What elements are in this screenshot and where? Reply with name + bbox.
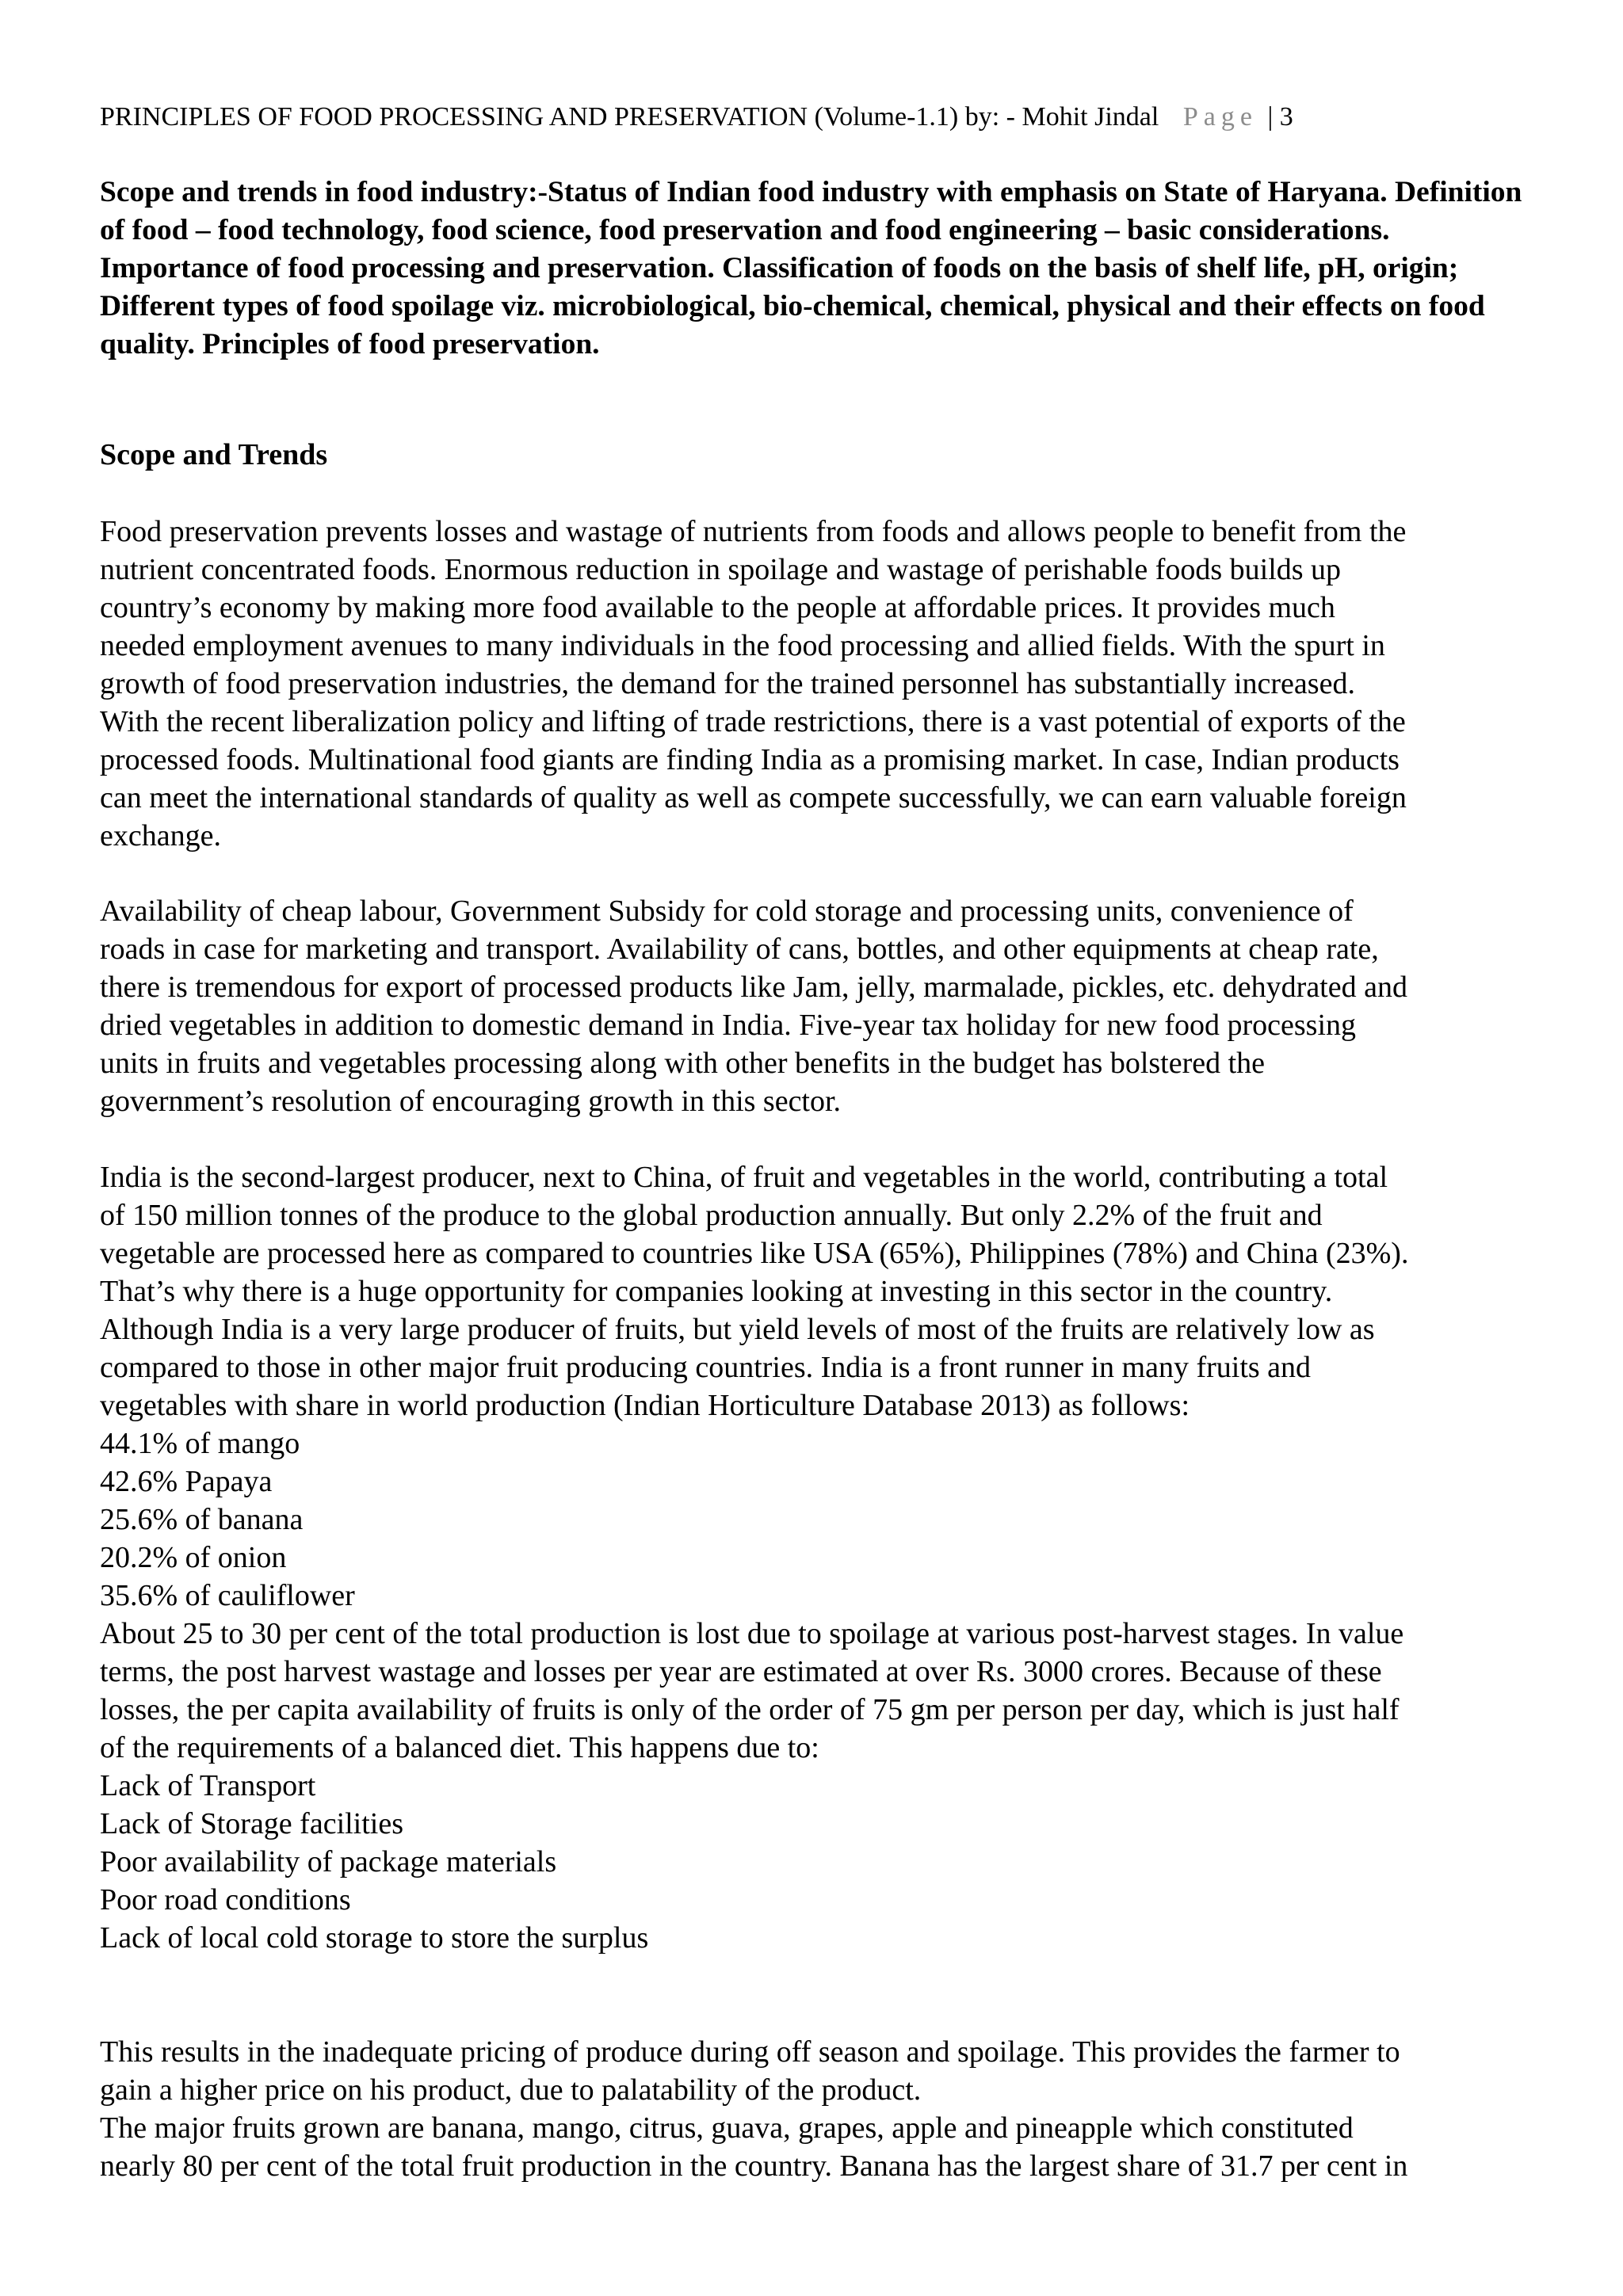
text-line: of 150 million tonnes of the produce to the global production annually. But only 2.2% of the fruit and	[100, 1199, 1323, 1232]
text-line: nutrient concentrated foods. Enormous reduction in spoilage and wastage of perishable foods builds up	[100, 553, 1342, 586]
text-line: of the requirements of a balanced diet. This happens due to:	[100, 1731, 819, 1764]
text-line: roads in case for marketing and transport. Availability of cans, bottles, and other equipments at cheap rate,	[100, 933, 1379, 966]
text-line: nearly 80 per cent of the total fruit production in the country. Banana has the largest share of 31.7 per cent in	[100, 2149, 1408, 2183]
text-line: That’s why there is a huge opportunity for companies looking at investing in this sector in the country.	[100, 1275, 1333, 1308]
running-header	[100, 98, 1293, 136]
text-line: terms, the post harvest wastage and losses per year are estimated at over Rs. 3000 crores. Because of these	[100, 1655, 1382, 1688]
text-line: growth of food preservation industries, the demand for the trained personnel has substantially increased.	[100, 667, 1355, 700]
paragraph-scope	[100, 513, 1538, 855]
cause-list-item: Lack of Transport	[100, 1769, 316, 1802]
section-heading: Scope and Trends	[100, 438, 328, 471]
share-list-item: 44.1% of mango	[100, 1427, 300, 1460]
cause-list-item: Poor availability of package materials	[100, 1845, 557, 1878]
cause-list-item: Lack of local cold storage to store the surplus	[100, 1921, 649, 1955]
text-line: Although India is a very large producer of fruits, but yield levels of most of the fruits are relatively low as	[100, 1313, 1375, 1346]
cause-list-item: Poor road conditions	[100, 1883, 351, 1917]
text-line: gain a higher price on his product, due to palatability of the product.	[100, 2073, 922, 2107]
text-line: exchange.	[100, 819, 221, 852]
text-line: India is the second-largest producer, next to China, of fruit and vegetables in the world, contributing a total	[100, 1161, 1388, 1194]
text-line: losses, the per capita availability of fruits is only of the order of 75 gm per person per day, which is just half	[100, 1693, 1400, 1726]
text-line: units in fruits and vegetables processing along with other benefits in the budget has bolstered the	[100, 1047, 1266, 1080]
header-title: PRINCIPLES OF FOOD PROCESSING AND PRESERVATION (Volume-1.1) by: - Mohit Jindal	[100, 102, 1159, 132]
header-page-label: Page	[1182, 102, 1258, 132]
text-line: Food preservation prevents losses and wastage of nutrients from foods and allows people to benefit from the	[100, 515, 1407, 548]
share-list-item: 35.6% of cauliflower	[100, 1579, 355, 1612]
cause-list-item: Lack of Storage facilities	[100, 1807, 404, 1840]
text-line: can meet the international standards of quality as well as compete successfully, we can earn valuable foreign	[100, 781, 1407, 814]
text-line: processed foods. Multinational food giants are finding India as a promising market. In case, Indian products	[100, 743, 1400, 776]
text-line: needed employment avenues to many individuals in the food processing and allied fields. With the spurt in	[100, 629, 1385, 662]
share-list-item: 25.6% of banana	[100, 1503, 304, 1536]
text-line: there is tremendous for export of processed products like Jam, jelly, marmalade, pickles, etc. dehydrated and	[100, 971, 1407, 1004]
syllabus-summary: Scope and trends in food industry:-Status of Indian food industry with emphasis on State of Haryana. Definition of food – food technology, food science, food preservation and food engineering – basic considerations. Importance of food processing and preservation. Classification of foods on the basis of shelf life, pH, origin; Different types of food spoilage viz. microbiological, bio-chemical, chemical, physical and their effects on food quality. Principles of food preservation.	[100, 176, 1522, 360]
text-line: About 25 to 30 per cent of the total production is lost due to spoilage at various post-harvest stages. In value	[100, 1617, 1404, 1650]
text-line: This results in the inadequate pricing of produce during off season and spoilage. This provides the farmer to	[100, 2035, 1400, 2069]
text-line: The major fruits grown are banana, mango, citrus, guava, grapes, apple and pineapple which constituted	[100, 2111, 1354, 2145]
share-list-item: 42.6% Papaya	[100, 1465, 273, 1498]
text-line: government’s resolution of encouraging growth in this sector.	[100, 1085, 842, 1118]
text-line: compared to those in other major fruit producing countries. India is a front runner in many fruits and	[100, 1351, 1312, 1384]
paragraph-pricing	[100, 2033, 1538, 2185]
share-list-item: 20.2% of onion	[100, 1541, 287, 1574]
text-line: country’s economy by making more food available to the people at affordable prices. It provides much	[100, 591, 1335, 624]
text-line: Availability of cheap labour, Government Subsidy for cold storage and processing units, convenience of	[100, 894, 1354, 928]
paragraph-availability	[100, 892, 1538, 1120]
text-line: dried vegetables in addition to domestic demand in India. Five-year tax holiday for new food processing	[100, 1009, 1357, 1042]
text-line: vegetables with share in world production (Indian Horticulture Database 2013) as follows:	[100, 1389, 1190, 1422]
text-line: vegetable are processed here as compared to countries like USA (65%), Philippines (78%) and China (23%).	[100, 1237, 1409, 1270]
paragraph-india-production	[100, 1158, 1538, 1957]
header-page-number: | 3	[1267, 102, 1293, 132]
text-line: With the recent liberalization policy and lifting of trade restrictions, there is a vast potential of exports of the	[100, 705, 1406, 738]
